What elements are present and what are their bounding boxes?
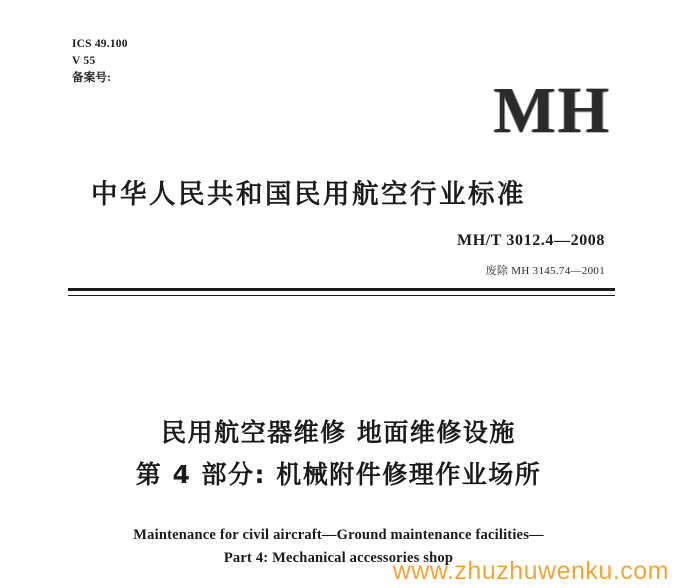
document-title-cn xyxy=(0,412,677,496)
standard-number: MH/T 3012.4—2008 xyxy=(457,232,605,249)
standard-organization-title: 中华人民共和国民用航空行业标准 xyxy=(91,179,526,210)
watermark: www.zhuzhuwenku.com xyxy=(392,557,669,585)
replaces-note: 废除 MH 3145.74—2001 xyxy=(485,265,605,277)
ics-code: ICS 49.100 xyxy=(72,38,128,50)
classification-code: V 55 xyxy=(72,55,96,67)
document-title-en-line2: Part 4: Mechanical accessories shop xyxy=(223,550,454,566)
record-number-label: 备案号: xyxy=(72,72,112,84)
document-title-cn-line1: 民用航空器维修 地面维修设施 xyxy=(161,418,516,447)
mh-logo: MH xyxy=(493,74,611,147)
document-title-en-line1: Maintenance for civil aircraft—Ground maintenance facilities— xyxy=(133,527,544,543)
divider-thin xyxy=(68,295,615,296)
divider-thick xyxy=(68,288,615,291)
header-codes xyxy=(72,36,128,87)
document-title-cn-line2: 第 4 部分: 机械附件修理作业场所 xyxy=(135,460,542,489)
